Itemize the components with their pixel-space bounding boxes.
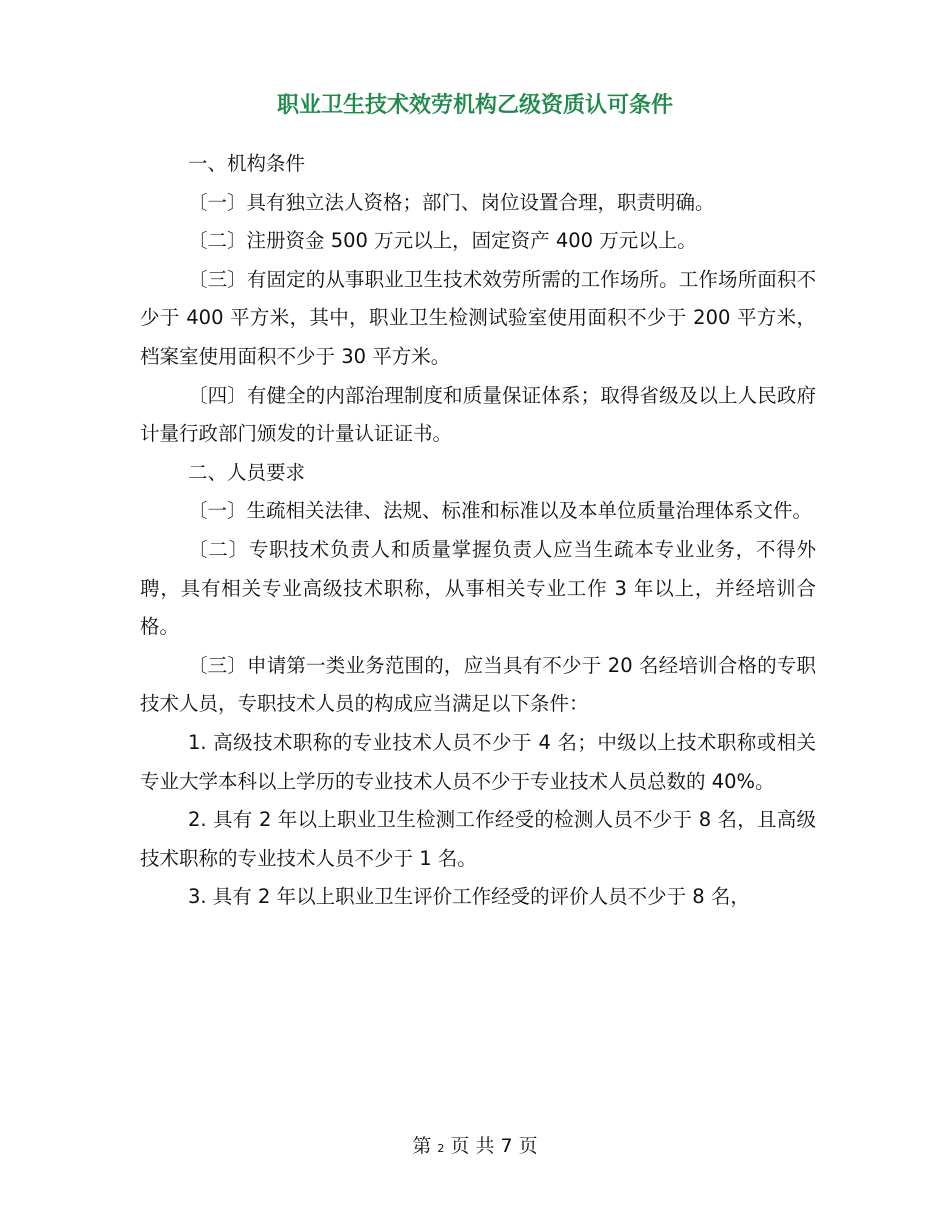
paragraph: 〔二〕注册资金 500 万元以上，固定资产 400 万元以上。 bbox=[188, 229, 697, 253]
paragraph: 〔一〕生疏相关法律、法规、标准和标准以及本单位质量治理体系文件。 bbox=[188, 499, 813, 523]
paragraph: 〔三〕有固定的从事职业卫生技术效劳所需的工作场所。工作场所面积不少于 400 平方米，其中，职业卫生检测试验室使用面积不少于 200 平方米，档案室使用面积不少于 30 平方米。 bbox=[140, 267, 816, 368]
paragraph: 〔三〕申请第一类业务范围的，应当具有不少于 20 名经培训合格的专职技术人员，专职技术人员的构成应当满足以下条件： bbox=[140, 653, 816, 716]
list-item: 1. 高级技术职称的专业技术人员不少于 4 名；中级以上技术职称或相关专业大学本科以上学历的专业技术人员不少于专业技术人员总数的 40%。 bbox=[140, 730, 816, 793]
footer-page-number: 2 bbox=[437, 1142, 445, 1155]
page-footer bbox=[0, 1131, 950, 1158]
list-item: 3. 具有 2 年以上职业卫生评价工作经受的评价人员不少于 8 名， bbox=[188, 885, 750, 909]
list-item: 2. 具有 2 年以上职业卫生检测工作经受的检测人员不少于 8 名，且高级技术职称的专业技术人员不少于 1 名。 bbox=[140, 808, 816, 870]
section-heading: 二、人员要求 bbox=[188, 460, 306, 484]
footer-suffix: 页 bbox=[518, 1135, 538, 1157]
paragraph: 〔四〕有健全的内部治理制度和质量保证体系；取得省级及以上人民政府计量行政部门颁发的计量认证证书。 bbox=[140, 383, 816, 446]
section-heading: 一、机构条件 bbox=[188, 152, 306, 175]
paragraph: 〔一〕具有独立法人资格；部门、岗位设置合理，职责明确。 bbox=[188, 190, 715, 214]
footer-total-pages: 7 bbox=[500, 1135, 513, 1157]
document-title: 职业卫生技术效劳机构乙级资质认可条件 bbox=[276, 93, 673, 118]
footer-prefix: 第 bbox=[412, 1135, 432, 1157]
footer-middle: 页 共 bbox=[450, 1135, 495, 1157]
document-body bbox=[140, 145, 816, 917]
paragraph: 〔二〕专职技术负责人和质量掌握负责人应当生疏本专业业务，不得外聘，具有相关专业高级技术职称，从事相关专业工作 3 年以上，并经培训合格。 bbox=[140, 537, 816, 639]
